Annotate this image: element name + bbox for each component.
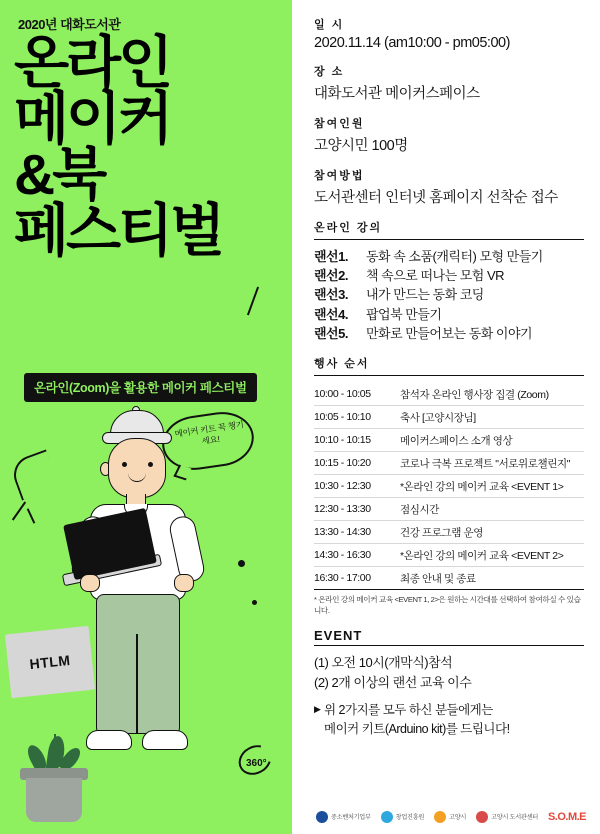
character-hand-left	[80, 574, 100, 592]
event-reward-line-2: 메이커 키트(Arduino kit)를 드립니다!	[324, 721, 510, 736]
schedule-desc: 축사 [고양시장님]	[400, 406, 584, 429]
schedule-time: 10:30 - 12:30	[314, 475, 400, 498]
character-illustration	[56, 404, 256, 794]
schedule-divider	[314, 375, 584, 376]
schedule-desc: 점심시간	[400, 498, 584, 521]
sponsor-name: 고양시 도서관센터	[491, 813, 538, 821]
poster-subtitle-bar: 온라인(Zoom)을 활용한 메이커 페스티벌	[24, 373, 257, 402]
info-place	[314, 63, 584, 103]
event-condition-2: (2) 2개 이상의 랜선 교육 이수	[314, 674, 472, 690]
schedule-desc: 최종 안내 및 종료	[400, 567, 584, 590]
sponsor-logo-3	[434, 811, 466, 823]
sponsor-name: 고양시	[449, 813, 467, 821]
character-pants	[96, 594, 180, 734]
sponsor-mark-icon	[434, 811, 446, 823]
list-item	[314, 266, 584, 285]
event-section	[314, 628, 584, 737]
character-eye-left	[122, 462, 127, 467]
schedule-label: 행사 순서	[314, 358, 370, 371]
event-title: EVENT	[314, 628, 363, 644]
info-date-label: 일 시	[314, 19, 345, 31]
schedule-section	[314, 355, 584, 616]
event-divider	[314, 645, 584, 646]
sponsor-logo-2	[381, 811, 424, 823]
list-item	[314, 247, 584, 266]
sponsor-mark-icon	[316, 811, 328, 823]
event-condition-1: (1) 오전 10시(개막식)참석	[314, 655, 453, 671]
character-pants-seam	[136, 634, 138, 734]
table-row	[314, 406, 584, 429]
schedule-time: 10:15 - 10:20	[314, 452, 400, 475]
schedule-desc: *온라인 강의 메이커 교육 <EVENT 2>	[400, 544, 584, 567]
schedule-time: 10:00 - 10:05	[314, 383, 400, 406]
table-row	[314, 567, 584, 590]
decorative-tick-icon-2	[27, 508, 36, 523]
schedule-note: * 온라인 강의 메이커 교육 <EVENT 1, 2>은 원하는 시간대를 선택하여 참여하실 수 있습니다.	[314, 595, 581, 615]
sponsor-logo-4	[476, 811, 538, 823]
sponsor-name: 창업진흥원	[395, 813, 425, 821]
sponsor-logo-5	[548, 811, 586, 824]
schedule-table	[314, 383, 584, 590]
info-date-value: 2020.11.14 (am10:00 - pm05:00)	[314, 35, 510, 51]
decorative-arc-icon	[8, 449, 59, 500]
info-place-label: 장 소	[314, 66, 345, 78]
table-row	[314, 383, 584, 406]
character-eye-right	[148, 462, 153, 467]
poster-left-panel	[0, 0, 292, 834]
event-reward-line-1: 위 2가지를 모두 하신 분들에게는	[324, 703, 493, 718]
event-reward	[314, 701, 584, 737]
lesson-number: 랜선1.	[314, 249, 348, 264]
lesson-number: 랜선3.	[314, 287, 348, 303]
schedule-time: 12:30 - 13:30	[314, 498, 400, 521]
poster-title-line-2: 메이커	[14, 86, 171, 151]
info-date	[314, 16, 584, 51]
character-face	[108, 438, 166, 498]
table-row	[314, 498, 584, 521]
sponsor-name: 중소벤처기업부	[330, 813, 371, 821]
schedule-time: 13:30 - 14:30	[314, 521, 400, 544]
character-shoe-right	[142, 730, 188, 750]
info-place-value: 대화도서관 메이커스페이스	[314, 86, 480, 102]
info-participants	[314, 115, 584, 155]
lesson-text: 내가 만드는 동화 코딩	[366, 287, 484, 303]
list-item	[314, 285, 584, 304]
poster-title-line-1: 온라인	[14, 31, 171, 95]
sponsor-mark-icon	[476, 811, 488, 823]
lesson-text: 동화 속 소품(캐릭터) 모형 만들기	[366, 249, 543, 264]
table-row	[314, 544, 584, 567]
sponsor-logo-1	[316, 811, 371, 823]
lesson-text: 책 속으로 떠나는 모험 VR	[366, 268, 505, 284]
lessons-divider	[314, 239, 584, 240]
character-hand-right	[174, 574, 194, 592]
sponsor-logos	[314, 811, 586, 824]
lessons-label: 온라인 강의	[314, 222, 383, 234]
lessons-section	[314, 219, 584, 343]
sponsor-name: S.O.M.E	[547, 810, 586, 823]
lesson-number: 랜선5.	[314, 325, 348, 341]
schedule-time: 14:30 - 16:30	[314, 544, 400, 567]
speech-bubble-text: 메이커 키트 꼭 챙기세요!	[173, 419, 245, 447]
lesson-number: 랜선2.	[314, 268, 348, 284]
poster-title-line-4: 페스티벌	[14, 198, 223, 263]
info-howto	[314, 167, 584, 207]
poster-title-line-3: &북	[14, 142, 105, 207]
schedule-desc: 코로나 극복 프로젝트 "서로위로챌린지"	[400, 452, 584, 475]
table-row	[314, 429, 584, 452]
table-row	[314, 475, 584, 498]
poster-kicker: 2020년 대화도서관	[18, 17, 121, 32]
info-howto-value: 도서관센터 인터넷 홈페이지 선착순 접수	[314, 190, 558, 206]
schedule-time: 10:10 - 10:15	[314, 429, 400, 452]
table-row	[314, 521, 584, 544]
decorative-stroke-icon	[247, 287, 259, 316]
lesson-text: 팝업북 만들기	[366, 306, 442, 322]
schedule-desc: 참석자 온라인 행사장 집결 (Zoom)	[400, 383, 584, 406]
list-item	[314, 305, 584, 324]
info-howto-label: 참여방법	[314, 170, 365, 182]
code-card-label: HTLM	[28, 651, 72, 673]
info-participants-label: 참여인원	[314, 118, 365, 130]
schedule-desc: *온라인 강의 메이커 교육 <EVENT 1>	[400, 475, 584, 498]
character-shoe-left	[86, 730, 132, 750]
lesson-text: 만화로 만들어보는 동화 이야기	[366, 325, 533, 341]
schedule-desc: 건강 프로그램 운영	[400, 521, 584, 544]
poster-right-panel	[292, 0, 600, 834]
poster-title	[14, 31, 223, 263]
rotate-degree-label: 360°	[246, 758, 267, 769]
table-row	[314, 452, 584, 475]
list-item	[314, 324, 584, 343]
info-participants-value: 고양시민 100명	[314, 138, 408, 154]
triangle-bullet-icon: ▶	[314, 704, 321, 715]
schedule-time: 16:30 - 17:00	[314, 567, 400, 590]
lesson-number: 랜선4.	[314, 306, 348, 322]
schedule-time: 10:05 - 10:10	[314, 406, 400, 429]
lessons-list	[314, 247, 584, 343]
sponsor-mark-icon	[381, 811, 393, 823]
decorative-tick-icon	[12, 501, 26, 520]
schedule-desc: 메이커스페이스 소개 영상	[400, 429, 584, 452]
